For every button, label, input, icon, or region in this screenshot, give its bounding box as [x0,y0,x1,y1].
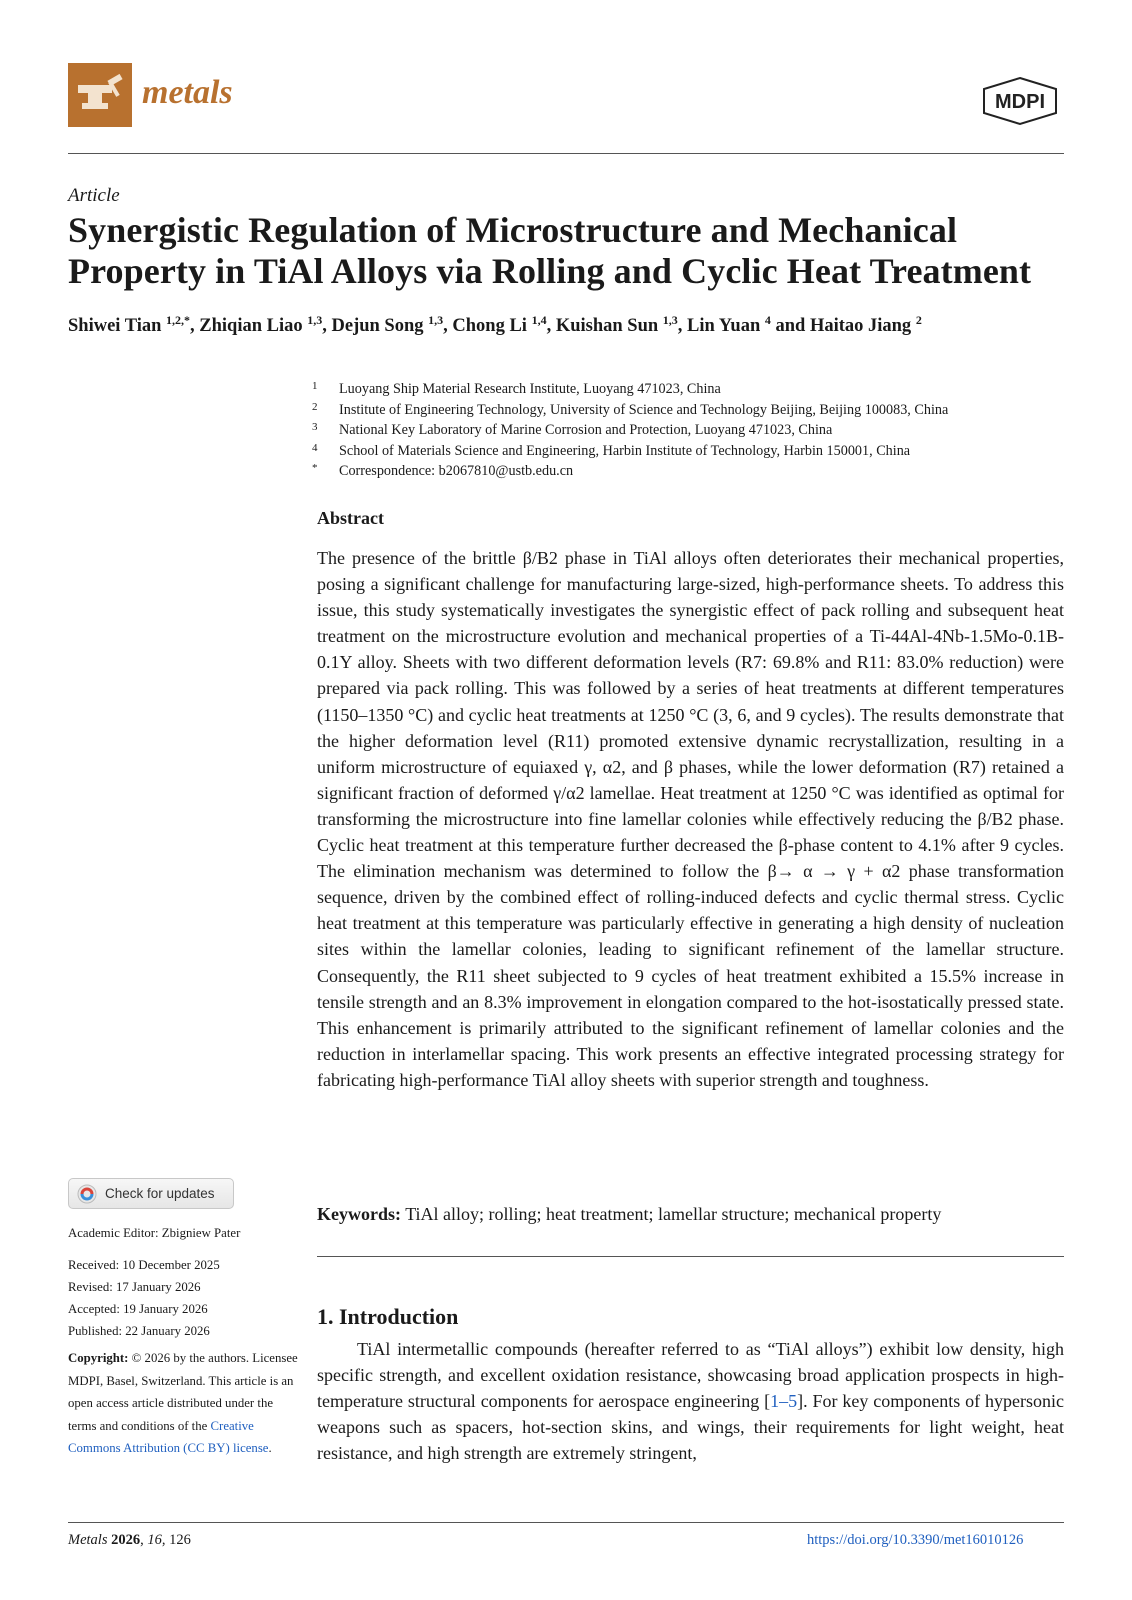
author-affiliation-marker: 4 [764,313,771,327]
mdpi-logo [980,76,1060,126]
abstract-text: The presence of the brittle β/B2 phase in TiAl alloys often deteriorates their mechanical properties, posing a significant challenge for manufacturing large-sized, high-performance sheets. To address this issue, this study systematically investigates the synergistic effect of pack rolling and subsequent heat treatment on the microstructure evolution and mechanical properties of a Ti-44Al-4Nb-1.5Mo-0.1B-0.1Y alloy. Sheets with two different deformation levels (R7: 69.8% and R11: 83.0% reduction) were prepared via pack rolling. This was followed by a series of heat treatments at different temperatures (1150–1350 °C) and cyclic heat treatments at 1250 °C (3, 6, and 9 cycles). The results demonstrate that the higher deformation level (R11) promoted extensive dynamic recrystallization, resulting in a uniform microstructure of equiaxed γ, α2, and β phases, while the lower deformation (R7) retained a significant fraction of deformed γ/α2 lamellae. Heat treatment at 1250 °C was identified as optimal for transforming the microstructure into fine lamellar colonies while effectively reducing the β/B2 phase. Cyclic heat treatment at this temperature further decreased the β-phase content to 4.1% after 9 cycles. The elimination mechanism was determined to follow the β→ α → γ + α2 phase transformation sequence, driven by the combined effect of rolling-induced defects and cyclic thermal stress. Cyclic heat treatment at this temperature was particularly effective in generating a high density of nucleation sites within the lamellar colonies, leading to significant refinement of the lamellar structure. Consequently, the R11 sheet subjected to 9 cycles of heat treatment exhibited a 15.5% increase in tensile strength and an 8.3% improvement in elongation compared to the hot-isostatically pressed state. This enhancement is primarily attributed to the significant refinement of lamellar colonies and the reduction in interlamellar spacing. This work presents an effective integrated processing strategy for fabricating high-performance TiAl alloy sheets with superior strength and toughness. [317,548,1064,1090]
intro-text-part: TiAl intermetallic compounds (hereafter referred to as “TiAl alloys”) exhibit low density, high specific strength, and excellent oxidation resistance, showcasing broad application prospects in high-temperature structural components for aerospace engineering [ [317,1339,1064,1412]
affiliation-item [312,420,1072,441]
check-updates-label: Check for updates [105,1186,215,1201]
journal-logo [68,63,132,127]
published-date: Published: 22 January 2026 [68,1324,210,1338]
affiliation-number: 4 [312,441,318,454]
publication-dates [68,1254,298,1342]
affiliation-text: Correspondence: b2067810@ustb.edu.cn [339,463,574,479]
section-divider [317,1256,1064,1257]
copyright-notice [68,1347,298,1460]
abstract-heading: Abstract [317,508,384,528]
copyright-label: Copyright: [68,1351,129,1365]
anvil-hammer-icon [68,63,132,127]
affiliation-number: 3 [312,421,318,433]
citation-footer: Metals 2026, 16, 126 [68,1532,191,1548]
received-date: Received: 10 December 2025 [68,1258,220,1272]
affiliation-item [312,379,1072,400]
affiliation-number: * [312,462,318,474]
copyright-text: © 2026 by the authors. Licensee MDPI, Basel, Switzerland. This article is an open access article distributed under the terms and conditions of the [68,1351,298,1433]
section-heading-introduction: 1. Introduction [317,1304,459,1329]
keywords-text: TiAl alloy; rolling; heat treatment; lamellar structure; mechanical property [405,1204,942,1224]
introduction-text [317,1336,1064,1466]
author-name: Dejun Song [331,316,429,337]
author-name: Kuishan Sun [555,316,663,337]
academic-editor: Academic Editor: Zbigniew Pater [68,1226,241,1240]
license-link[interactable]: Creative Commons Attribution (CC BY) license [68,1418,269,1455]
keywords-label: Keywords: [317,1204,401,1224]
check-for-updates-button[interactable] [68,1178,234,1209]
author-affiliation-marker: 1,2,* [166,313,191,327]
accepted-date: Accepted: 19 January 2026 [68,1302,208,1316]
affiliation-item [312,461,1072,482]
crossmark-icon [77,1184,97,1204]
footer-divider [68,1522,1064,1523]
citation-link[interactable]: 1–5 [770,1391,798,1412]
footer-article: 126 [169,1532,191,1548]
affiliation-text: Institute of Engineering Technology, University of Science and Technology Beijing, Beijing 100083, China [339,401,949,418]
affiliation-number: 2 [312,400,318,413]
copyright-end: . [268,1441,272,1455]
author-affiliation-marker: 1,3 [307,313,323,327]
header-divider [68,153,1064,154]
author-name: Chong Li [452,316,532,337]
affiliation-number: 1 [312,380,318,392]
author-name: Zhiqian Liao [199,316,308,337]
affiliation-text: National Key Laboratory of Marine Corrosion and Protection, Luoyang 471023, China [339,422,833,438]
author-name: Lin Yuan [687,316,765,337]
affiliation-item [312,441,1072,462]
affiliation-text: Luoyang Ship Material Research Institute, Luoyang 471023, China [339,381,721,397]
author-affiliation-marker: 1,3 [662,313,678,327]
footer-journal: Metals [68,1532,108,1548]
footer-year: 2026 [111,1532,141,1548]
author-name: Shiwei Tian [68,316,167,337]
author-affiliation-marker: 1,3 [428,313,444,327]
affiliation-item [312,400,1072,421]
author-list: Shiwei Tian $^{1,2,*}$, Zhiqian Liao $^{1,3}$, Dejun Song $^{1,3}$, Chong Li $^{1,4}$, Kuishan Sun $^{1,3}$, Lin Yuan $^4$ and Haitao Jiang $^2$ [68,313,922,337]
article-type: Article [68,185,120,206]
keywords [317,1204,941,1225]
intro-text-part: ]. For key components of hypersonic weapons such as spacers, hot-section skins, and wings, their requirements for light weight, heat resistance, and high strength are extremely stringent, [317,1391,1064,1464]
revised-date: Revised: 17 January 2026 [68,1280,201,1294]
author-name: Haitao Jiang [809,316,916,337]
author-affiliation-marker: 2 [915,313,922,327]
affiliations [312,379,1072,482]
journal-name: metals [142,74,233,111]
paper-title: Synergistic Regulation of Microstructure and Mechanical Property in TiAl Alloys via Rolling and Cyclic Heat Treatment [68,210,1032,291]
doi-link[interactable]: https://doi.org/10.3390/met16010126 [807,1532,1024,1548]
publisher-name: MDPI [995,91,1045,113]
author-affiliation-marker: 1,4 [531,313,547,327]
affiliation-text: School of Materials Science and Engineering, Harbin Institute of Technology, Harbin 150001, China [339,442,911,459]
footer-volume: 16 [147,1532,162,1548]
